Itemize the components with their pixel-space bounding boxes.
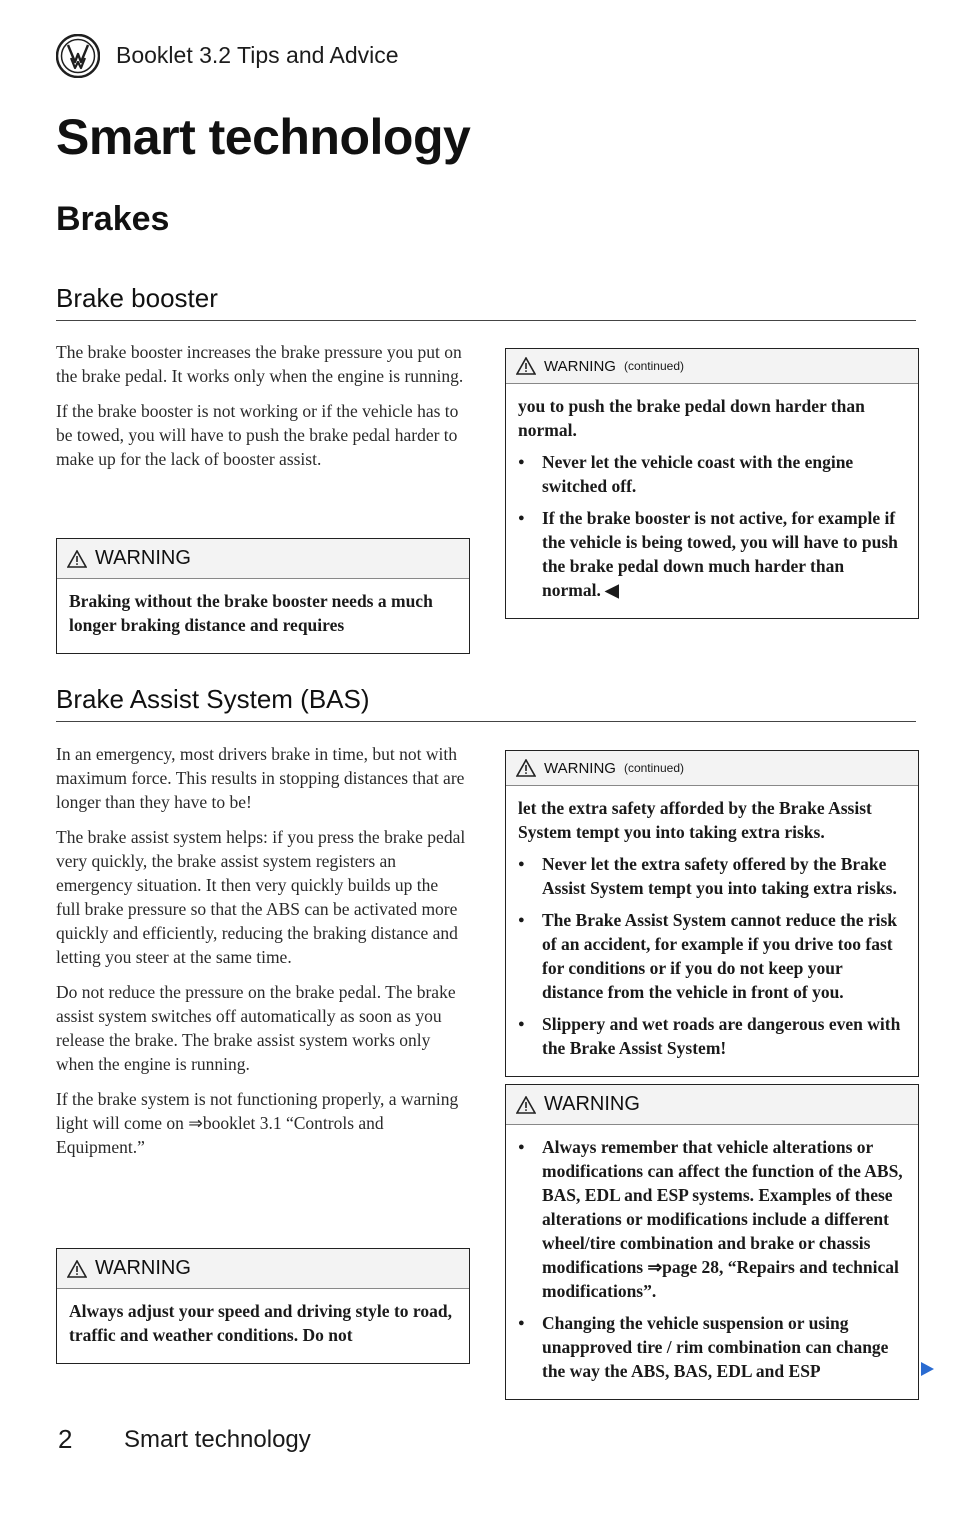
warning-triangle-icon — [516, 357, 536, 375]
warning-box-modifications — [505, 1084, 919, 1400]
vw-logo-icon — [56, 34, 100, 78]
warning-header — [57, 1249, 469, 1289]
warning-triangle-icon — [67, 550, 87, 568]
warning-box — [56, 538, 470, 654]
page-number: 2 — [58, 1424, 73, 1454]
warning-bullet: ● If the brake booster is not active, for example if the vehicle is being towed, you will have to push the brake pedal down much harder than normal. ◀ — [518, 506, 906, 602]
section-divider — [56, 320, 916, 321]
warning-header — [506, 349, 918, 384]
warning-bullet: ● Never let the vehicle coast with the engine switched off. — [518, 450, 906, 498]
warning-box — [56, 1248, 470, 1364]
continued-label: (continued) — [623, 761, 684, 775]
warning-body — [506, 384, 918, 618]
bas-text — [56, 742, 466, 1170]
warning-triangle-icon — [67, 1260, 87, 1278]
brake-booster-heading: Brake booster — [56, 283, 218, 313]
warning-triangle-icon — [516, 759, 536, 777]
paragraph: The brake booster increases the brake pressure you put on the brake pedal. It works only when the engine is running. — [56, 342, 464, 386]
warning-label: WARNING — [95, 547, 191, 569]
brake-booster-text — [56, 340, 466, 482]
warning-text: you to push the brake pedal down harder than normal. — [518, 396, 865, 440]
warning-box-continued — [505, 348, 919, 619]
warning-label: WARNING — [544, 1093, 640, 1115]
warning-bullet: ● Changing the vehicle suspension or using unapproved tire / rim combination can change the way the ABS, BAS, EDL and ESP — [518, 1311, 906, 1383]
warning-header — [506, 751, 918, 786]
warning-bullet: ● Never let the extra safety offered by the Brake Assist System tempt you into taking extra risks. — [518, 852, 906, 900]
warning-body — [506, 1125, 918, 1399]
warning-bullet: ● The Brake Assist System cannot reduce the risk of an accident, for example if you drive too fast for conditions or if you do not keep your distance from the vehicle in front of you. — [518, 908, 906, 1004]
section-title: Brakes — [56, 200, 170, 238]
continue-arrow-icon — [918, 1360, 936, 1378]
warning-body — [57, 579, 469, 653]
continued-label: (continued) — [623, 359, 684, 373]
warning-label: WARNING — [544, 759, 616, 777]
warning-label: WARNING — [95, 1257, 191, 1279]
warning-label: WARNING — [544, 357, 616, 375]
warning-text: Braking without the brake booster needs a much longer braking distance and requires — [69, 591, 433, 635]
warning-bullet: ● Always remember that vehicle alterations or modifications can affect the function of the ABS, BAS, EDL and ESP systems. Examples of these alterations or modifications include a different wheel/tire combination and brake or chassis modifications ⇒page 28, “Repairs and technical modifications”. — [518, 1135, 906, 1303]
paragraph: The brake assist system helps: if you press the brake pedal very quickly, the brake assist system registers an emergency situation. It then very quickly builds up the full brake pressure so that the ABS can be activated more quickly and efficiently, reducing the braking distance and letting you steer at the same time. — [56, 827, 466, 967]
paragraph: If the brake booster is not working or if the vehicle has to be towed, you will have to push the brake pedal harder to make up for the lack of booster assist. — [56, 401, 459, 469]
section-divider — [56, 721, 916, 722]
warning-box-continued — [505, 750, 919, 1077]
warning-header — [506, 1085, 918, 1125]
warning-triangle-icon — [516, 1096, 536, 1114]
warning-header — [57, 539, 469, 579]
warning-bullet: ● Slippery and wet roads are dangerous even with the Brake Assist System! — [518, 1012, 906, 1060]
bas-heading: Brake Assist System (BAS) — [56, 684, 370, 714]
paragraph: Do not reduce the pressure on the brake pedal. The brake assist system switches off automatically as soon as you release the brake. The brake assist system works only when the engine is running. — [56, 982, 456, 1074]
warning-body — [57, 1289, 469, 1363]
paragraph: If the brake system is not functioning properly, a warning light will come on ⇒booklet 3.1 “Controls and Equipment.” — [56, 1089, 459, 1157]
page-title: Smart technology — [56, 109, 471, 165]
header-title: Booklet 3.2 Tips and Advice — [116, 42, 399, 68]
footer-section: Smart technology — [124, 1426, 311, 1453]
warning-text: let the extra safety afforded by the Brake Assist System tempt you into taking extra risks. — [518, 798, 872, 842]
paragraph: In an emergency, most drivers brake in time, but not with maximum force. This results in stopping distances that are longer than they have to be! — [56, 744, 465, 812]
warning-text: Always adjust your speed and driving style to road, traffic and weather conditions. Do not — [69, 1301, 452, 1345]
warning-body — [506, 786, 918, 1076]
